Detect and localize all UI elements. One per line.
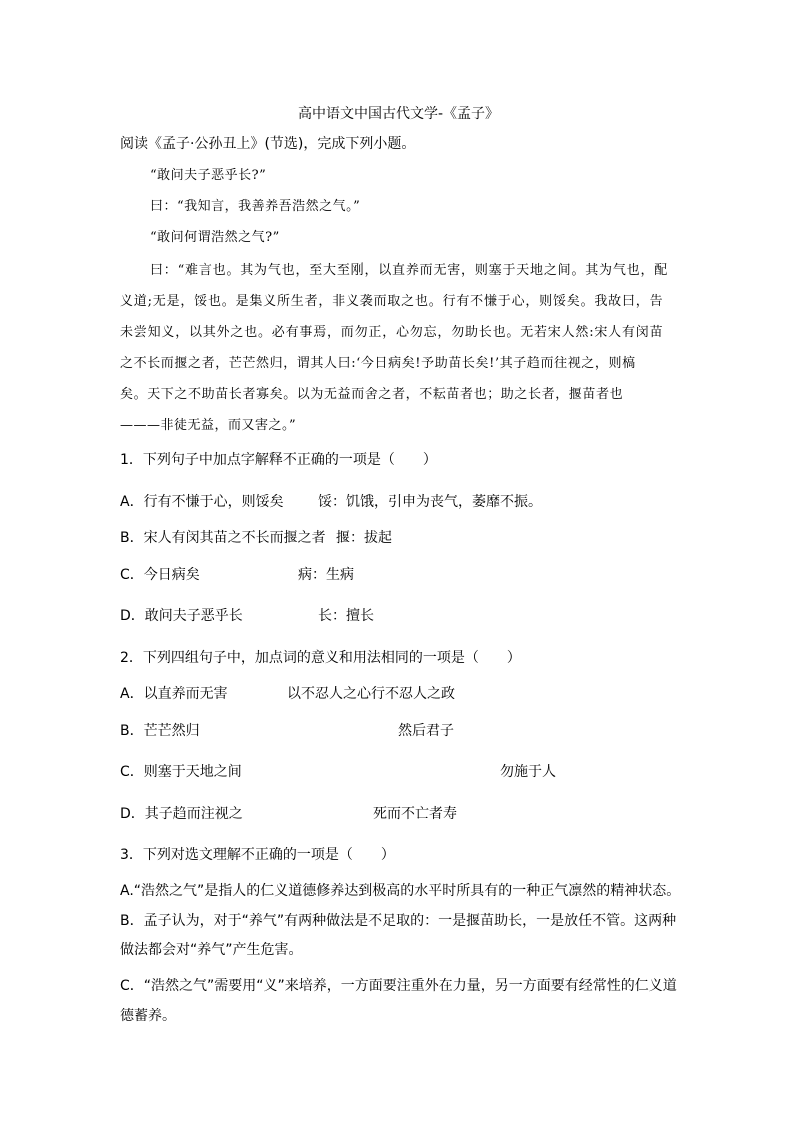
passage-line: 曰：“难言也。其为气也，至大至刚，以直养而无害，则塞于天地之间。其为气也，配 bbox=[150, 263, 669, 278]
passage-line: 曰：“我知言，我善养吾浩然之气。” bbox=[150, 199, 361, 214]
page-title: 高中语文中国古代文学-《孟子》 bbox=[298, 106, 500, 122]
q3-option-b-line-1: B．孟子认为，对于“养气”有两种做法是不足取的：一是揠苗助长，一是放任不管。这两种 bbox=[120, 913, 677, 929]
q1-option-a-gloss: 馁：饥饿，引申为丧气，萎靡不振。 bbox=[318, 494, 542, 510]
q1-option-b-sentence: B．宋人有闵其苗之不长而揠之者 bbox=[120, 530, 326, 546]
q1-option-b-gloss: 揠：拔起 bbox=[336, 530, 392, 546]
q1-option-c-sentence: C．今日病矣 bbox=[120, 567, 200, 583]
reading-instruction: 阅读《孟子·公孙丑上》(节选)，完成下列小题。 bbox=[120, 136, 416, 152]
q3-option-c-line-1: C．“浩然之气”需要用“义”来培养，一方面要注重外在力量，另一方面要有经常性的仁义道 bbox=[120, 978, 677, 994]
q3-option-a: A.“浩然之气”是指人的仁义道德修养达到极高的水平时所具有的一种正气凛然的精神状态。 bbox=[120, 883, 681, 899]
q2-option-d-right: 死而不亡者寿 bbox=[373, 806, 457, 822]
passage-line: 矣。天下之不助苗长者寡矣。以为无益而舍之者，不耘苗者也；助之长者，揠苗者也 bbox=[120, 387, 624, 402]
q2-option-d-left: D．其子趋而注视之 bbox=[120, 806, 243, 822]
q2-option-a-left: A．以直养而无害 bbox=[120, 686, 228, 702]
passage-line: 未尝知义，以其外之也。必有事焉，而勿正，心勿忘，勿助长也。无若宋人然:宋人有闵苗 bbox=[120, 325, 664, 340]
question-1-stem: 1．下列句子中加点字解释不正确的一项是（ ） bbox=[120, 452, 437, 468]
q2-option-c-right: 勿施于人 bbox=[500, 764, 556, 780]
passage-line: “敢问夫子恶乎长?” bbox=[150, 168, 267, 183]
passage-line: “敢问何谓浩然之气?” bbox=[150, 230, 280, 245]
q2-option-b-left: B．芒芒然归 bbox=[120, 723, 200, 739]
q2-option-c-left: C．则塞于天地之间 bbox=[120, 764, 242, 780]
q1-option-d-sentence: D．敢问夫子恶乎长 bbox=[120, 608, 243, 624]
q2-option-a-right: 以不忍人之心行不忍人之政 bbox=[287, 686, 455, 702]
question-3-stem: 3．下列对选文理解不正确的一项是（ ） bbox=[120, 847, 395, 863]
passage-line: ———非徒无益，而又害之。” bbox=[120, 418, 297, 433]
q1-option-d-gloss: 长：擅长 bbox=[318, 608, 374, 624]
q3-option-c-line-2: 德蓄养。 bbox=[120, 1008, 176, 1024]
q1-option-c-gloss: 病：生病 bbox=[298, 567, 354, 583]
q3-option-b-line-2: 做法都会对“养气”产生危害。 bbox=[120, 942, 303, 958]
q1-option-a-sentence: A．行有不慊于心，则馁矣 bbox=[120, 494, 284, 510]
q2-option-b-right: 然后君子 bbox=[398, 723, 454, 739]
question-2-stem: 2．下列四组句子中，加点词的意义和用法相同的一项是（ ） bbox=[120, 650, 521, 666]
passage-line: 之不长而揠之者，芒芒然归，谓其人曰:‘今日病矣!予助苗长矣!’其子趋而往视之，则槁 bbox=[120, 356, 636, 371]
passage-line: 义道;无是，馁也。是集义所生者，非义袭而取之也。行有不慊于心，则馁矣。我故曰，告 bbox=[120, 294, 664, 309]
